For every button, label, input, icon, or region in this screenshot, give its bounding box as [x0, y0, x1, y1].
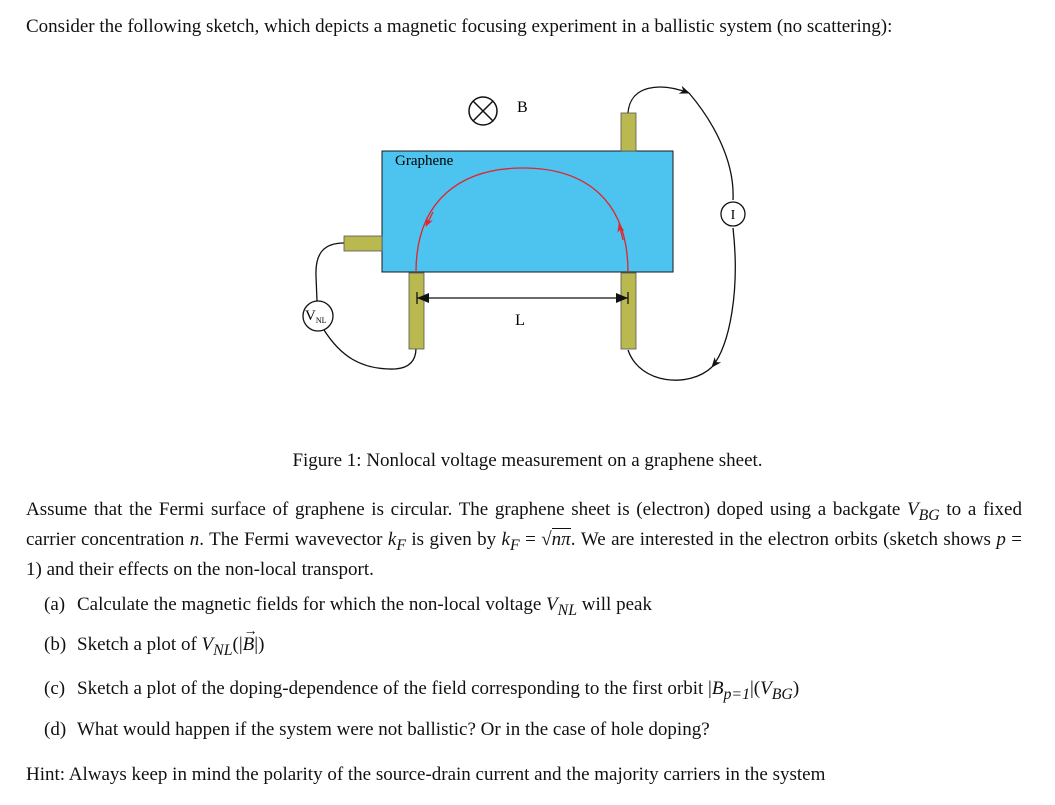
question-c: (c) Sketch a plot of the doping-dependence of the field corresponding to the first orbit $|B_{p=1}|(V_{BG})$: [44, 678, 800, 703]
length-label: L: [515, 312, 525, 329]
current-wire-return: [712, 228, 735, 367]
contact-bottom-left: [409, 273, 424, 349]
question-d: (d) What would happen if the system were not ballistic? Or in the case of hole doping?: [44, 719, 710, 740]
contact-left: [344, 236, 382, 251]
current-wire-bottom: [628, 350, 712, 380]
intro-text: Consider the following sketch, which depicts a magnetic focusing experiment in a ballistic system (no scattering):: [26, 16, 893, 37]
length-dimension: [417, 292, 628, 304]
field-label: B: [517, 99, 528, 116]
graphene-label: Graphene: [395, 153, 454, 169]
question-a: (a) Calculate the magnetic fields for which the non-local voltage $V_{NL}$ will peak: [44, 594, 652, 619]
problem-paragraph: Assume that the Fermi surface of graphene is circular. The graphene sheet is (electron) doped using a backgate $V_{BG}$ to a fixed carrier concentration n. The Fermi wavevector $k_F$ is given by $k_F = √n\pi$. We are interested in the electron orbits (sketch shows p = 1) and their effects on the non-local transport.: [26, 499, 1022, 580]
voltmeter-label: $V_{NL}$: [305, 308, 327, 325]
current-wire-right: [689, 93, 733, 200]
voltmeter-wire-top: [316, 243, 344, 301]
field-into-page-icon: [469, 97, 497, 125]
contact-top: [621, 113, 636, 151]
question-b: (b) Sketch a plot of $V_{NL}(|$ → B|): [44, 624, 265, 659]
current-wire: [628, 87, 689, 113]
voltmeter-wire-bottom: [324, 330, 416, 369]
magnetic-focusing-figure: [290, 80, 760, 400]
ammeter-label: I: [730, 208, 736, 223]
graphene-sheet: [382, 151, 673, 272]
contact-bottom-right: [621, 273, 636, 349]
hint-text: Hint: Always keep in mind the polarity of the source-drain current and the majority carriers in the system: [26, 764, 826, 785]
figure-caption: Figure 1: Nonlocal voltage measurement on a graphene sheet.: [292, 450, 763, 471]
